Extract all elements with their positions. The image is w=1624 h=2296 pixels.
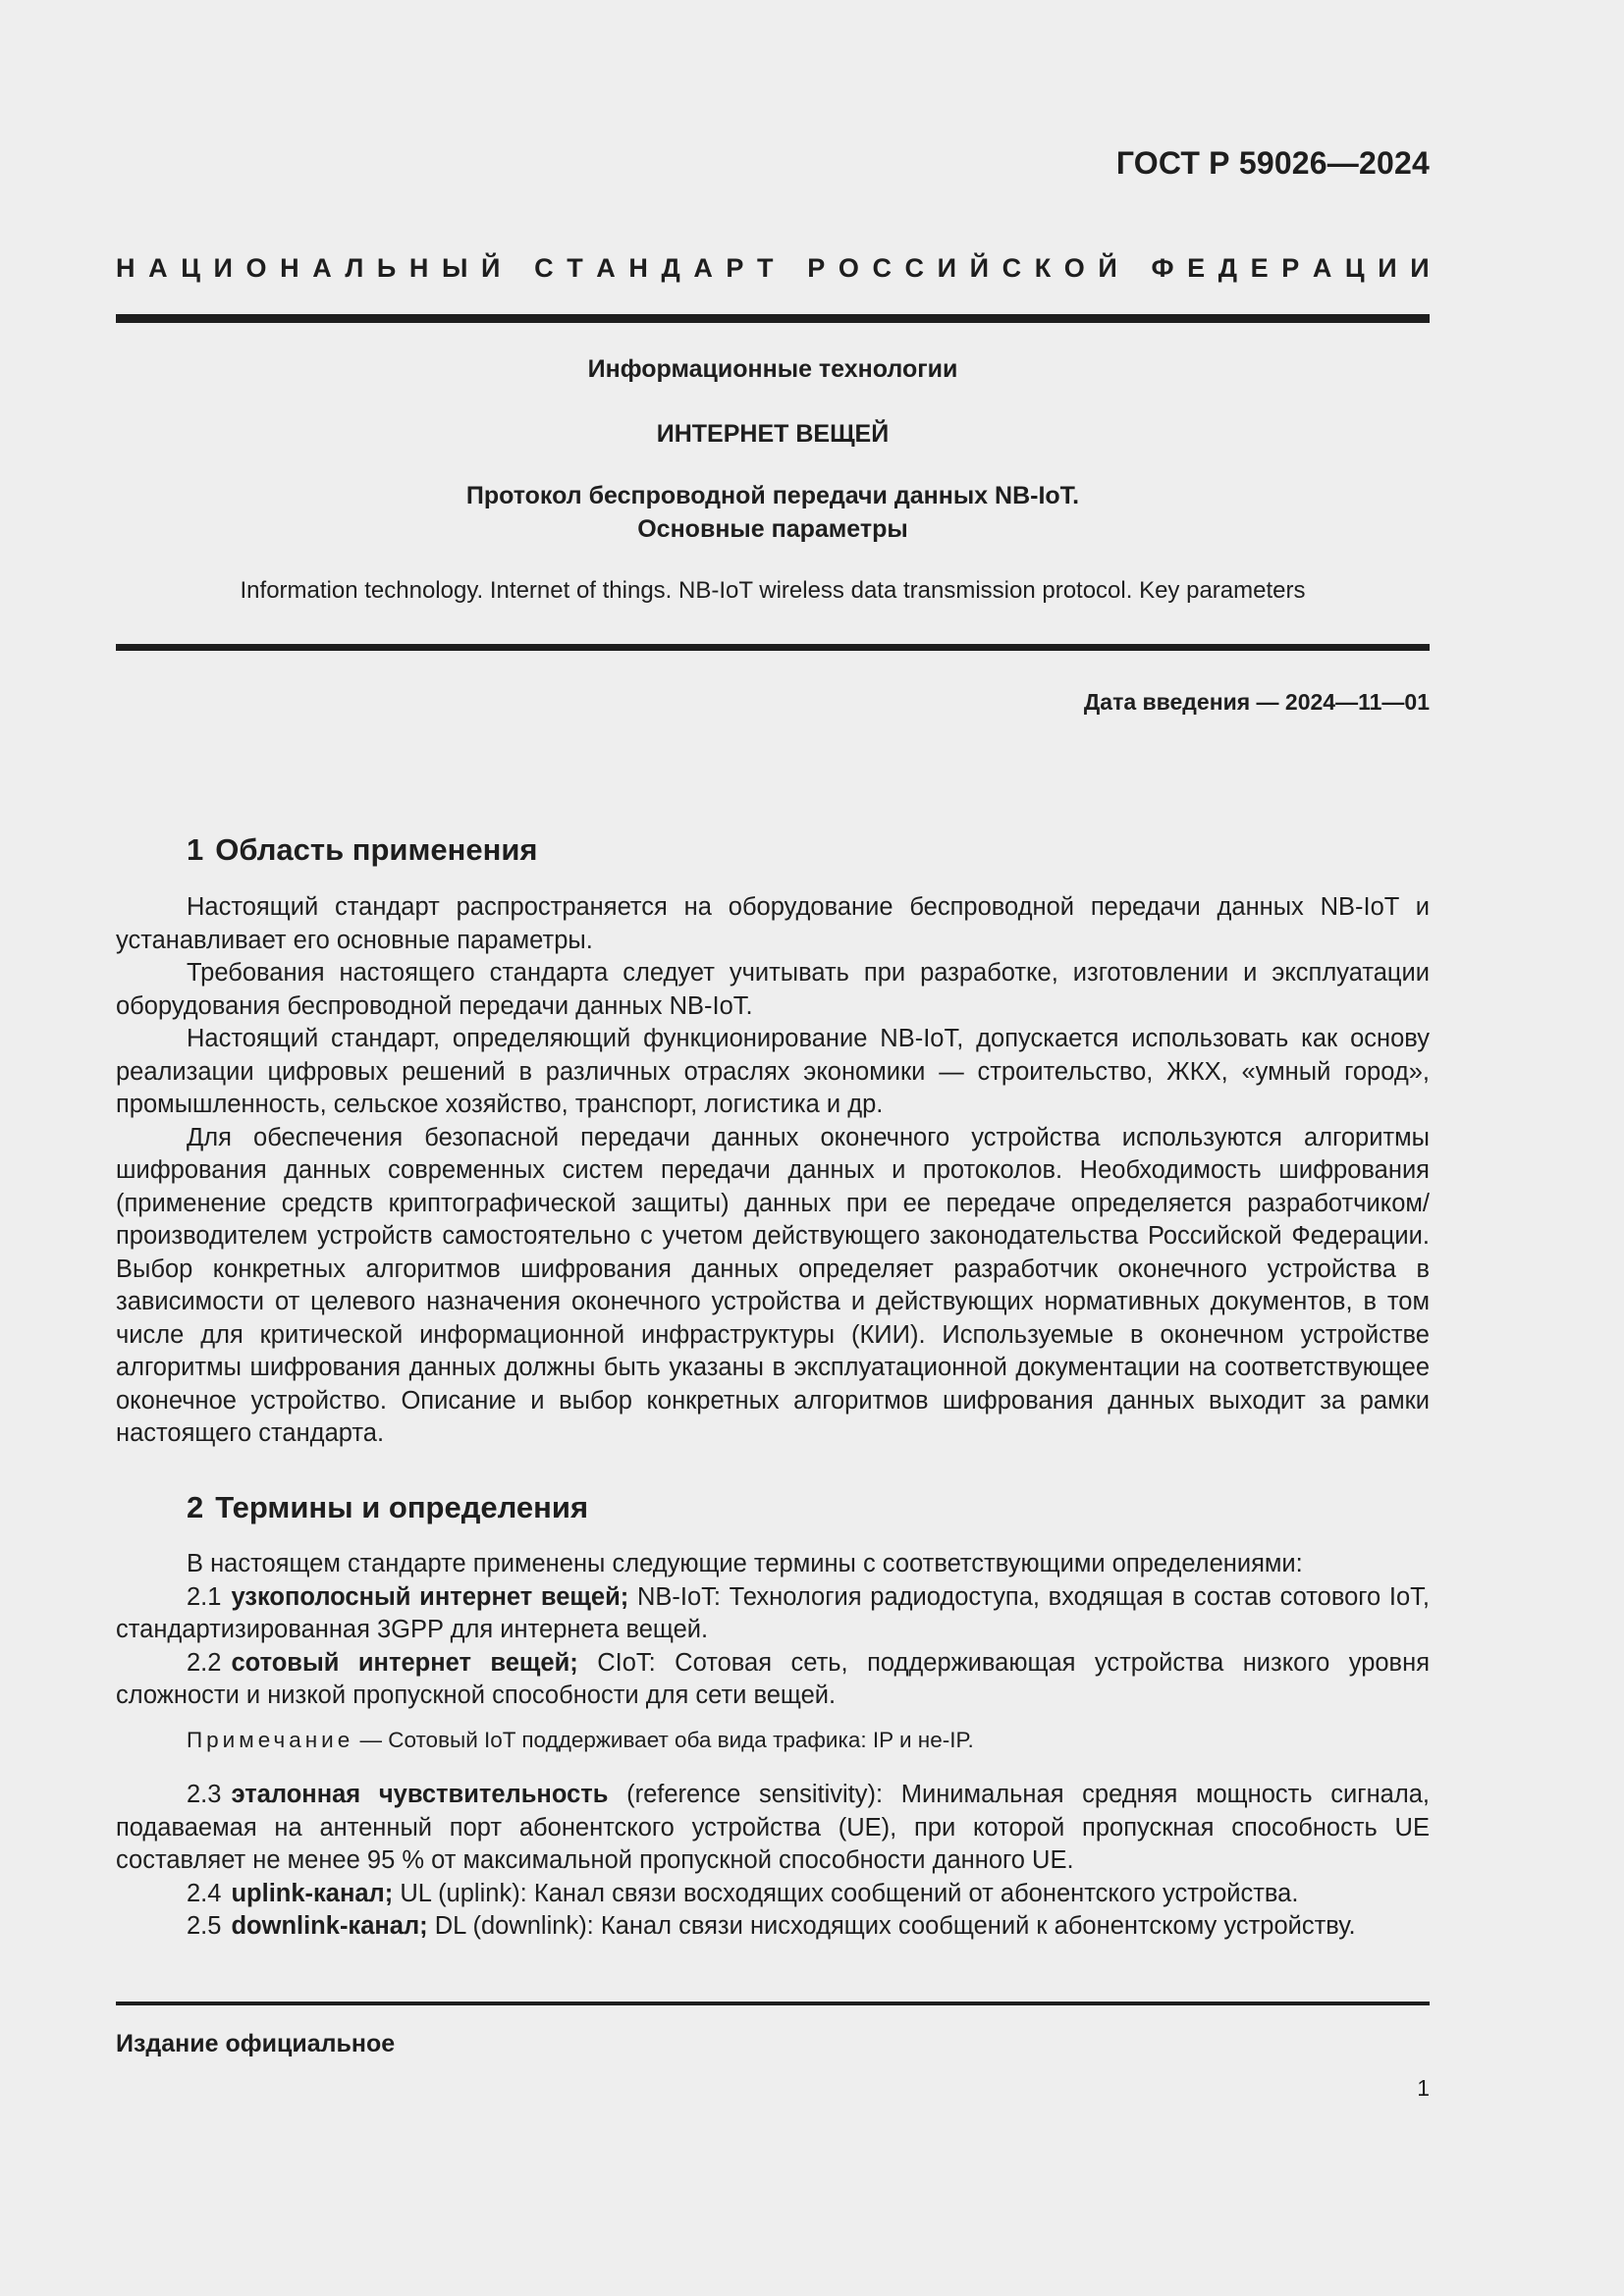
footer-rule bbox=[116, 2002, 1430, 2005]
title-letter: Й bbox=[969, 253, 990, 283]
edition-label: Издание официальное bbox=[116, 2030, 396, 2057]
title-letter: Р bbox=[1281, 253, 1300, 283]
title-letter: С bbox=[904, 253, 925, 283]
top-rule bbox=[116, 314, 1430, 323]
term-number: 2.3 bbox=[187, 1781, 222, 1808]
term-definition: (reference sensitivity): Минимальная средняя мощность сигнала, подаваемая на антенный порт абонентского устройства (UE), при которой пропускная способность UE составляет не менее 95 % от максимальной пропускной способности данного UE. bbox=[116, 1781, 1430, 1874]
title-space bbox=[786, 253, 794, 284]
title-letter: С bbox=[872, 253, 892, 283]
title-letter: Д bbox=[661, 253, 680, 283]
term-number: 2.1 bbox=[187, 1582, 222, 1611]
title-letter: Н bbox=[116, 253, 135, 283]
term-number: 2.5 bbox=[187, 1912, 222, 1940]
title-letter: Ф bbox=[1151, 253, 1174, 283]
title-letter: Д bbox=[1218, 253, 1238, 283]
note-label: Примечание bbox=[187, 1728, 354, 1752]
title-letter: С bbox=[534, 253, 554, 283]
title-letter: Н bbox=[628, 253, 648, 283]
standard-series: ИНТЕРНЕТ ВЕЩЕЙ bbox=[656, 420, 890, 448]
title-letter: Ь bbox=[376, 253, 397, 283]
title-letter: С bbox=[1001, 253, 1022, 283]
term-number: 2.4 bbox=[187, 1879, 222, 1907]
section-1-body bbox=[116, 891, 1430, 1451]
title-letter: О bbox=[838, 253, 859, 283]
term-name: эталонная чувствительность bbox=[231, 1781, 609, 1808]
note bbox=[187, 1728, 974, 1753]
term-entry bbox=[116, 1779, 1430, 1878]
term-name: downlink-канал; bbox=[231, 1912, 428, 1940]
paragraph: Требования настоящего стандарта следует учитывать при разработке, изготовлении и эксплуатации оборудования беспроводной передачи данных NB-IoT. bbox=[116, 959, 1430, 1020]
paragraph: Для обеспечения безопасной передачи данных оконечного устройства используются алгоритмы шифрования данных современных систем передачи данных и протоколов. Необходимость шифрования (применение средств криптографической защиты) данных при ее передаче определяется разработчиком/производителем устройств самостоятельно с учетом действующего законодательства Российской Федерации. Выбор конкретных алгоритмов шифрования данных определяет разработчик оконечного устройства в зависимости от целевого назначения оконечного устройства и действующих нормативных документов, в том числе для критической информационной инфраструктуры (КИИ). Используемые в оконечном устройстве алгоритмы шифрования данных должны быть указаны в эксплуатационной документации на соответствующее оконечное устройство. Описание и выбор конкретных алгоритмов шифрования данных выходит за рамки настоящего стандарта. bbox=[116, 1123, 1430, 1447]
standard-title-line2: Основные параметры bbox=[637, 515, 908, 543]
section-1-number: 1 bbox=[187, 832, 204, 867]
national-standard-title bbox=[116, 253, 1430, 284]
term-name: узкополосный интернет вещей; bbox=[231, 1582, 629, 1611]
title-space bbox=[1130, 253, 1138, 284]
title-letter: И bbox=[1410, 253, 1430, 283]
title-letter: Т bbox=[757, 253, 774, 283]
title-letter: А bbox=[1312, 253, 1332, 283]
title-letter: Н bbox=[408, 253, 429, 283]
title-letter: А bbox=[312, 253, 332, 283]
title-letter: Н bbox=[280, 253, 299, 283]
term-number: 2.2 bbox=[187, 1648, 222, 1677]
title-letter: О bbox=[1063, 253, 1085, 283]
gost-number: ГОСТ Р 59026—2024 bbox=[1115, 145, 1430, 181]
term-name: сотовый интернет вещей; bbox=[231, 1648, 578, 1677]
intro-date: Дата введения — 2024—11—01 bbox=[1083, 689, 1430, 715]
title-letter: Е bbox=[1250, 253, 1269, 283]
term-definition: DL (downlink): Канал связи нисходящих сообщений к абонентскому устройству. bbox=[427, 1912, 1356, 1940]
section-1-title: Область применения bbox=[215, 832, 538, 867]
section-2-body-continued bbox=[116, 1779, 1430, 1944]
page-number: 1 bbox=[1417, 2075, 1430, 2101]
term-entry bbox=[116, 1647, 1430, 1713]
term-definition: NB-IoT: Технология радиодоступа, входящая в состав сотового IoT, стандартизированная 3GPP для интернета вещей. bbox=[116, 1582, 1431, 1643]
title-letter: И bbox=[213, 253, 233, 283]
term-definition: UL (uplink): Канал связи восходящих сообщений от абонентского устройства. bbox=[393, 1879, 1299, 1907]
term-entry bbox=[116, 1581, 1430, 1647]
standard-field: Информационные технологии bbox=[587, 355, 958, 383]
title-letter: А bbox=[148, 253, 168, 283]
section-1-heading bbox=[187, 832, 538, 868]
title-letter: А bbox=[596, 253, 616, 283]
section-2-intro: В настоящем стандарте применены следующие термины с соответствующими определениями: bbox=[187, 1550, 1303, 1577]
title-letter: Р bbox=[726, 253, 744, 283]
paragraph: Настоящий стандарт, определяющий функционирование NB-IoT, допускается использовать как основу реализации цифровых решений в различных отраслях экономики — строительство, ЖКХ, «умный город», промышленность, сельское хозяйство, транспорт, логистика и др. bbox=[116, 1025, 1430, 1118]
english-title: Information technology. Internet of things. NB-IoT wireless data transmission protocol. Key parameters bbox=[240, 577, 1306, 604]
title-letter: Л bbox=[345, 253, 364, 283]
title-letter: Й bbox=[1098, 253, 1117, 283]
standard-title-line1: Протокол беспроводной передачи данных NB-IoT. bbox=[465, 482, 1080, 509]
title-letter: Й bbox=[480, 253, 501, 283]
term-entry bbox=[116, 1910, 1430, 1944]
title-letter: Р bbox=[807, 253, 826, 283]
section-2-title: Термины и определения bbox=[215, 1490, 589, 1524]
title-letter: А bbox=[693, 253, 713, 283]
section-2-body bbox=[116, 1548, 1430, 1713]
title-letter: Ы bbox=[441, 253, 468, 283]
section-2-heading bbox=[187, 1490, 588, 1525]
section-2-number: 2 bbox=[187, 1490, 204, 1524]
term-entry bbox=[116, 1878, 1430, 1911]
title-letter: И bbox=[1378, 253, 1397, 283]
title-letter: Ц bbox=[1344, 253, 1365, 283]
note-text: — Сотовый IoT поддерживает оба вида трафика: IP и не-IP. bbox=[353, 1728, 974, 1752]
middle-rule bbox=[116, 644, 1430, 651]
paragraph: Настоящий стандарт распространяется на оборудование беспроводной передачи данных NB-IoT и устанавливает его основные параметры. bbox=[116, 893, 1430, 954]
title-letter: Е bbox=[1187, 253, 1206, 283]
title-space bbox=[514, 253, 521, 284]
title-letter: Ц bbox=[181, 253, 200, 283]
title-letter: О bbox=[245, 253, 267, 283]
title-letter: К bbox=[1034, 253, 1052, 283]
title-letter: И bbox=[937, 253, 957, 283]
term-definition: CIoT: Сотовая сеть, поддерживающая устройства низкого уровня сложности и низкой пропускной способности для сети вещей. bbox=[116, 1648, 1430, 1709]
term-name: uplink-канал; bbox=[231, 1879, 394, 1907]
title-letter: Т bbox=[567, 253, 583, 283]
